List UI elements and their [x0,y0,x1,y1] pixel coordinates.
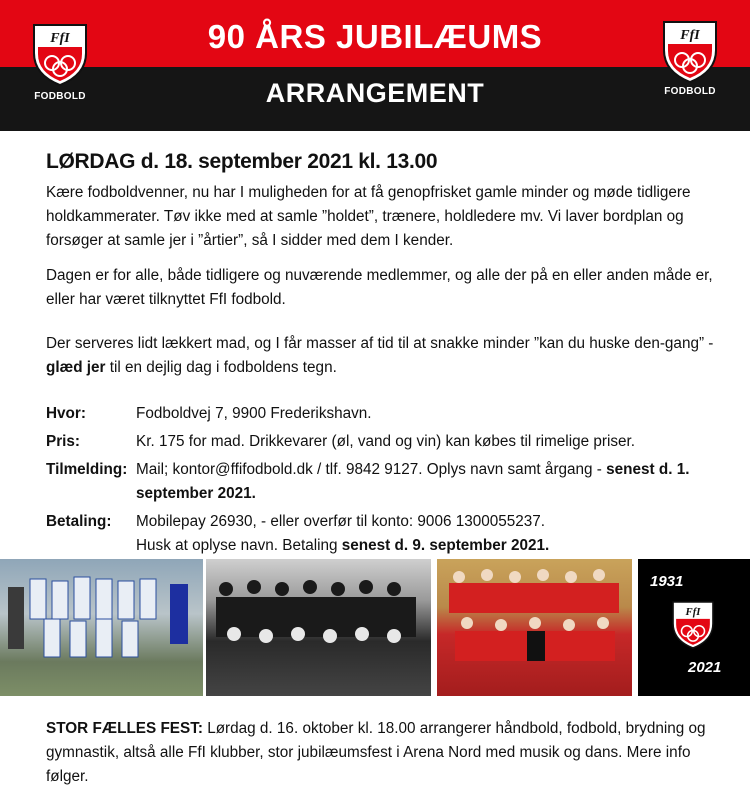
detail-deadline: senest d. 1. september 2021. [136,461,690,502]
detail-row-tilmelding [46,458,726,506]
team-photo-bw [206,559,431,696]
detail-row-hvor [46,402,726,426]
detail-value-line2: Husk at oplyse navn. Betaling senest d. 9. september 2021. [136,537,550,554]
detail-row-pris [46,430,726,454]
event-headline: LØRDAG d. 18. september 2021 kl. 13.00 [46,150,438,173]
detail-value: Fodboldvej 7, 9900 Frederikshavn. [136,405,372,422]
photo-strip [0,559,750,696]
detail-deadline: senest d. 9. september 2021. [341,537,550,554]
party-label: STOR FÆLLES FEST: [46,720,203,737]
detail-label: Betaling: [46,513,112,530]
party-announcement [46,717,718,789]
intro-paragraph: Kære fodboldvenner, nu har I muligheden for at få genopfrisket gamle minder og møde tidligere holdkammerater. Tøv ikke med at samle ”holdet”, trænere, holdledere mv. Vi laver bordplan og forsøger at samle jer i ”årtier”, så I sidder med dem I kender. [46,184,691,249]
food-text-bold: glæd jer [46,359,106,376]
detail-value: Mobilepay 26930, - eller overfør til konto: 9006 1300055237. [136,513,546,530]
year-end: 2021 [688,659,722,676]
audience-paragraph: Dagen er for alle, både tidligere og nuværende medlemmer, og alle der på en eller anden måde er, eller har været tilknyttet FfI fodbold. [46,267,713,308]
svg-text:FfI: FfI [680,28,700,43]
logo-caption-left: FODBOLD [34,91,86,102]
detail-row-betaling [46,510,726,558]
detail-value: Kr. 175 for mad. Drikkevarer (øl, vand og vin) kan købes til rimelige priser. [136,433,636,450]
club-crest-icon [670,599,716,651]
logo-caption-right: FODBOLD [664,86,716,97]
club-crest-icon [30,23,90,87]
detail-value: Mail; kontor@ffifodbold.dk / tlf. 9842 9127. Oplys navn samt årgang - [136,461,607,478]
anniversary-panel [638,559,750,696]
banner-title: 90 ÅRS JUBILÆUMS [207,18,543,55]
detail-label: Pris: [46,433,81,450]
club-crest-icon [660,20,720,84]
team-photo-color [437,559,632,696]
detail-label: Tilmelding: [46,461,128,478]
detail-label: Hvor: [46,405,86,422]
year-start: 1931 [650,573,684,590]
food-paragraph [46,332,716,380]
food-text-a: Der serveres lidt lækkert mad, og I får masser af tid til at snakke minder ”kan du huske den-gang” - [46,335,714,352]
banner-subtitle: ARRANGEMENT [265,78,485,108]
club-logo-right [660,20,720,97]
svg-text:FfI: FfI [50,31,70,46]
team-photo-1970s [0,559,203,696]
club-logo-small [670,599,716,656]
club-logo-left [30,23,90,102]
svg-text:FfI: FfI [685,606,701,619]
event-details [46,402,726,558]
party-text: Lørdag d. 16. oktober kl. 18.00 arrangerer håndbold, fodbold, brydning og gymnastik, altså alle FfI klubber, stor jubilæumsfest i Arena Nord med musik og dans. Mere info følger. [46,720,706,785]
food-text-b: til en dejlig dag i fodboldens tegn. [105,359,337,376]
header-banner [0,0,750,131]
